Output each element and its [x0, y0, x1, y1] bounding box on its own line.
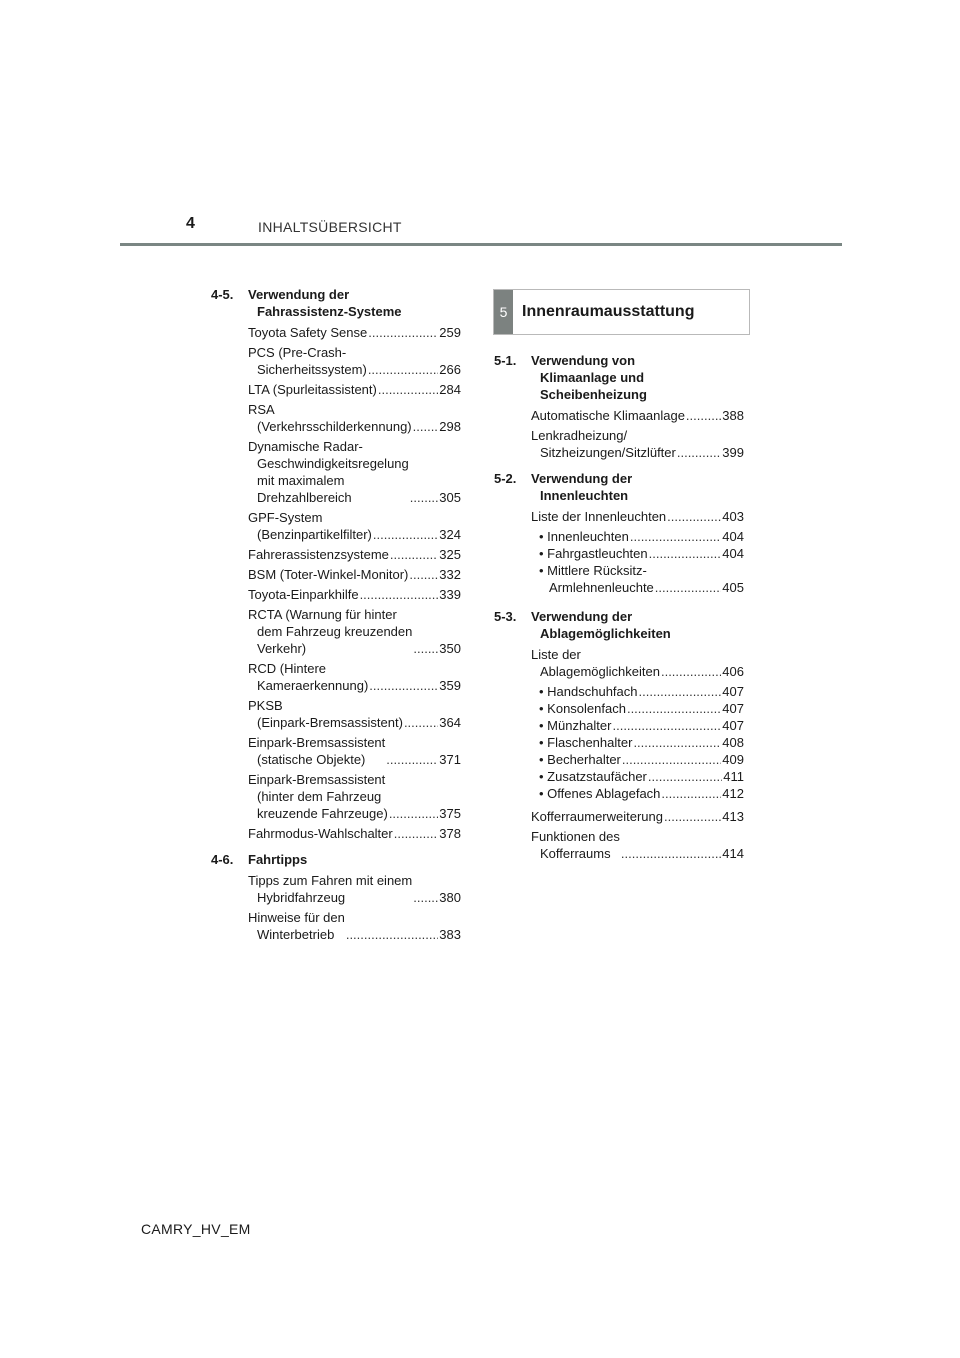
toc-leader-dots	[413, 889, 438, 906]
toc-leader-dots	[378, 381, 438, 398]
toc-page-number: 412	[722, 786, 744, 801]
toc-leader-dots	[677, 444, 721, 461]
toc-entry-label-line: Kameraerkennung)	[257, 678, 369, 693]
toc-entry-label-line: dem Fahrzeug kreuzenden	[257, 624, 413, 639]
toc-page-number: 409	[722, 752, 744, 767]
toc-entry-label-line: • Münzhalter	[539, 718, 612, 733]
toc-entry-label-line: Fahrmodus-Wahlschalter	[248, 826, 393, 841]
toc-entry-label-line: Drehzahlbereich	[257, 490, 352, 505]
chapter-number-tab: 5	[494, 290, 513, 334]
footer-code: CAMRY_HV_EM	[141, 1221, 251, 1237]
toc-sub-entry[interactable]	[531, 683, 744, 700]
toc-entry[interactable]	[248, 771, 461, 822]
toc-entry[interactable]	[248, 606, 461, 657]
toc-page-number: 380	[439, 890, 461, 905]
toc-entry-label-line: Armlehnenleuchte	[549, 580, 654, 595]
toc-page-number: 324	[439, 527, 461, 542]
toc-entry-label-line: Dynamische Radar-	[248, 439, 363, 454]
toc-page-number: 407	[722, 701, 744, 716]
toc-entry-label-line: GPF-System	[248, 510, 323, 525]
toc-entry[interactable]	[248, 509, 461, 543]
toc-section-title-line: Verwendung der	[248, 287, 350, 302]
toc-page-number: 411	[723, 769, 744, 784]
toc-page-number: 284	[439, 382, 461, 397]
toc-section-gap	[211, 946, 461, 952]
toc-entry-label-line: LTA (Spurleitassistent)	[248, 382, 377, 397]
toc-entry[interactable]	[248, 566, 461, 583]
toc-leader-dots	[413, 640, 438, 657]
toc-entry-label	[248, 546, 389, 563]
toc-sub-entry[interactable]	[531, 562, 744, 596]
toc-section-number: 5-2.	[494, 471, 517, 486]
toc-entry-label-line: Funktionen des	[531, 829, 620, 844]
toc-section-heading[interactable]	[211, 851, 461, 868]
toc-section-title-line: Klimaanlage und	[540, 370, 645, 385]
toc-page-number: 364	[439, 715, 461, 730]
toc-entry-label	[248, 909, 345, 943]
toc-leader-dots	[686, 407, 721, 424]
toc-entry[interactable]	[248, 825, 461, 842]
toc-page-number: 298	[439, 419, 461, 434]
toc-entry-label	[539, 683, 638, 700]
toc-leader-dots	[386, 751, 438, 768]
toc-section-title	[248, 851, 461, 868]
toc-page-number: 371	[439, 752, 461, 767]
toc-sub-entry[interactable]	[531, 528, 744, 545]
toc-entry-label-line: (Einpark-Bremsassistent)	[257, 715, 403, 730]
toc-entry-label	[539, 717, 611, 734]
toc-entry-label-line: Verkehr)	[257, 641, 307, 656]
toc-entry-label-line: BSM (Toter-Winkel-Monitor)	[248, 567, 409, 582]
toc-column-right	[494, 352, 744, 871]
toc-leader-dots	[390, 546, 438, 563]
toc-entry-label-line: (statische Objekte)	[257, 752, 366, 767]
toc-entry-label	[539, 562, 654, 596]
toc-entry-label-line: • Offenes Ablagefach	[539, 786, 661, 801]
toc-page-number: 375	[439, 806, 461, 821]
toc-entry-list	[494, 407, 744, 461]
toc-leader-dots	[360, 586, 439, 603]
toc-page-number: 408	[722, 735, 744, 750]
toc-entry-list	[211, 872, 461, 943]
toc-section-title-line: Fahrtipps	[248, 852, 308, 867]
toc-page-number: 388	[722, 408, 744, 423]
toc-entry-label-line: (Benzinpartikelfilter)	[257, 527, 372, 542]
toc-section-heading[interactable]	[494, 608, 744, 642]
toc-section-heading[interactable]	[494, 352, 744, 403]
toc-entry[interactable]	[531, 508, 744, 525]
toc-page-number: 405	[722, 580, 744, 595]
toc-entry-label	[539, 768, 647, 785]
toc-entry-label	[248, 509, 372, 543]
toc-entry-label	[248, 438, 409, 506]
toc-entry-label-line: Liste der Innenleuchten	[531, 509, 667, 524]
toc-page-number: 325	[439, 547, 461, 562]
toc-entry-label	[531, 646, 660, 680]
toc-entry-label	[539, 528, 629, 545]
toc-entry-list	[494, 646, 744, 862]
toc-section-title-line: Innenleuchten	[540, 488, 629, 503]
toc-page-number: 414	[722, 846, 744, 861]
toc-page-number: 407	[722, 718, 744, 733]
toc-entry-label-line: Einpark-Bremsassistent	[248, 772, 386, 787]
toc-leader-dots	[627, 700, 721, 717]
toc-entry-label-line: kreuzende Fahrzeuge)	[257, 806, 388, 821]
toc-entry-label	[248, 566, 408, 583]
toc-entry-label-line: Toyota-Einparkhilfe	[248, 587, 359, 602]
toc-sub-entry[interactable]	[531, 545, 744, 562]
toc-page-number: 359	[439, 678, 461, 693]
toc-entry-label	[248, 324, 367, 341]
header-title: INHALTSÜBERSICHT	[258, 219, 402, 235]
toc-entry-label-line: (hinter dem Fahrzeug	[257, 789, 382, 804]
chapter-heading[interactable]	[493, 289, 750, 335]
toc-section-title-line: Verwendung der	[531, 609, 633, 624]
toc-page-number: 407	[722, 684, 744, 699]
page-number: 4	[186, 215, 195, 232]
toc-entry-label-line: Toyota Safety Sense	[248, 325, 368, 340]
toc-entry-label	[531, 407, 685, 424]
toc-column-left	[211, 286, 461, 952]
toc-sub-entry[interactable]	[531, 734, 744, 751]
toc-entry[interactable]	[248, 586, 461, 603]
toc-entry-label	[248, 825, 393, 842]
toc-entry-label-line: Sitzheizungen/Sitzlüfter	[540, 445, 676, 460]
toc-entry-label-line: • Konsolenfach	[539, 701, 626, 716]
toc-entry-label-line: Hinweise für den	[248, 910, 345, 925]
toc-entry[interactable]	[248, 381, 461, 398]
toc-entry[interactable]	[248, 401, 461, 435]
toc-leader-dots	[622, 751, 721, 768]
toc-sub-entry[interactable]	[531, 717, 744, 734]
toc-page-number: 378	[439, 826, 461, 841]
toc-sub-entry[interactable]	[531, 785, 744, 802]
toc-entry-label-line: Automatische Klimaanlage	[531, 408, 685, 423]
toc-leader-dots	[368, 324, 438, 341]
toc-leader-dots	[409, 566, 438, 583]
toc-entry-label-line: • Mittlere Rücksitz-	[539, 563, 647, 578]
toc-section-title-line: Verwendung von	[531, 353, 636, 368]
toc-entry-label-line: PKSB	[248, 698, 283, 713]
toc-entry[interactable]	[248, 909, 461, 943]
toc-section-title-line: Fahrassistenz-Systeme	[257, 304, 402, 319]
toc-entry-label-line: RSA	[248, 402, 275, 417]
toc-entry-label-line: Ablagemöglichkeiten	[540, 664, 660, 679]
toc-entry-label	[248, 401, 412, 435]
toc-page-number: 332	[439, 567, 461, 582]
toc-entry[interactable]	[531, 407, 744, 424]
toc-leader-dots	[394, 825, 439, 842]
toc-leader-dots	[368, 361, 438, 378]
toc-entry-label-line: Lenkradheizung/	[531, 428, 628, 443]
toc-entry[interactable]	[248, 344, 461, 378]
toc-entry-label	[531, 427, 676, 461]
toc-page-number: 403	[722, 509, 744, 524]
toc-entry-label-line: • Handschuhfach	[539, 684, 638, 699]
toc-entry-label	[539, 785, 660, 802]
toc-entry-label-line: • Zusatzstaufächer	[539, 769, 647, 784]
toc-section-number: 4-6.	[211, 852, 234, 867]
toc-entry-label	[539, 700, 626, 717]
toc-entry[interactable]	[248, 697, 461, 731]
toc-section-title	[531, 352, 744, 403]
toc-entry-label	[531, 828, 620, 862]
header-rule	[120, 243, 842, 246]
toc-section-number: 5-1.	[494, 353, 517, 368]
toc-entry-label	[531, 508, 666, 525]
toc-entry-label-line: • Flaschenhalter	[539, 735, 633, 750]
toc-entry-label-line: • Innenleuchten	[539, 529, 629, 544]
toc-entry-list	[494, 508, 744, 602]
toc-leader-dots	[661, 785, 721, 802]
toc-leader-dots	[639, 683, 722, 700]
toc-section-number: 5-3.	[494, 609, 517, 624]
toc-entry-label	[248, 381, 377, 398]
toc-page-number: 399	[722, 445, 744, 460]
toc-page-number: 259	[439, 325, 461, 340]
toc-entry-label	[248, 734, 385, 768]
toc-entry-label	[248, 771, 388, 822]
toc-entry-label	[248, 660, 368, 694]
toc-leader-dots	[664, 808, 721, 825]
toc-entry[interactable]	[531, 646, 744, 680]
toc-entry[interactable]	[248, 546, 461, 563]
toc-page-number: 404	[722, 529, 744, 544]
toc-leader-dots	[630, 528, 721, 545]
toc-section-title	[248, 286, 461, 320]
toc-leader-dots	[661, 663, 721, 680]
toc-entry-label-line: Sicherheitssystem)	[257, 362, 367, 377]
toc-entry-label-line: Winterbetrieb	[257, 927, 335, 942]
toc-section-title-line: Ablagemöglichkeiten	[540, 626, 671, 641]
toc-section-heading[interactable]	[211, 286, 461, 320]
toc-entry-list	[211, 324, 461, 842]
toc-section-title-line: Verwendung der	[531, 471, 633, 486]
toc-leader-dots	[389, 805, 438, 822]
toc-leader-dots	[369, 677, 438, 694]
toc-entry[interactable]	[248, 872, 461, 906]
toc-entry[interactable]	[248, 438, 461, 506]
toc-entry-label-line: Hybridfahrzeug	[257, 890, 346, 905]
toc-leader-dots	[404, 714, 438, 731]
toc-section-title-line: Scheibenheizung	[540, 387, 647, 402]
toc-entry-label-line: Geschwindigkeitsregelung	[257, 456, 409, 471]
toc-entry-label-line: RCTA (Warnung für hinter	[248, 607, 397, 622]
toc-entry-label	[248, 697, 403, 731]
toc-entry-label-line: • Becherhalter	[539, 752, 621, 767]
toc-entry-label-line: Einpark-Bremsassistent	[248, 735, 386, 750]
toc-entry-label	[248, 872, 412, 906]
toc-entry-label	[248, 606, 412, 657]
toc-leader-dots	[648, 768, 722, 785]
toc-entry-label-line: Tipps zum Fahren mit einem	[248, 873, 413, 888]
toc-leader-dots	[373, 526, 438, 543]
toc-entry-label	[539, 751, 621, 768]
toc-leader-dots	[612, 717, 721, 734]
toc-page-number: 350	[439, 641, 461, 656]
toc-leader-dots	[413, 418, 439, 435]
toc-page-number: 383	[439, 927, 461, 942]
toc-entry-label	[539, 734, 632, 751]
toc-section-gap	[494, 865, 744, 871]
toc-page-number: 266	[439, 362, 461, 377]
toc-section-number: 4-5.	[211, 287, 234, 302]
toc-entry-label-line: mit maximalem	[257, 473, 345, 488]
toc-entry-label	[539, 545, 648, 562]
toc-section-title	[531, 470, 744, 504]
toc-leader-dots	[346, 926, 438, 943]
toc-entry-label-line: (Verkehrsschilderkennung)	[257, 419, 412, 434]
toc-leader-dots	[410, 489, 439, 506]
toc-leader-dots	[621, 845, 721, 862]
toc-leader-dots	[655, 579, 722, 596]
toc-entry[interactable]	[248, 660, 461, 694]
toc-entry-label	[248, 344, 367, 378]
toc-page-number: 305	[439, 490, 461, 505]
toc-page-number: 413	[722, 809, 744, 824]
toc-leader-dots	[633, 734, 721, 751]
toc-section-heading[interactable]	[494, 470, 744, 504]
toc-entry[interactable]	[248, 734, 461, 768]
toc-entry-label	[248, 586, 359, 603]
toc-sub-entry[interactable]	[531, 700, 744, 717]
toc-entry-label-line: Liste der	[531, 647, 581, 662]
toc-sub-entry[interactable]	[531, 768, 744, 785]
toc-page-number: 339	[439, 587, 461, 602]
toc-entry-label	[531, 808, 663, 825]
toc-leader-dots	[667, 508, 721, 525]
toc-entry[interactable]	[248, 324, 461, 341]
chapter-title: Innenraumausstattung	[522, 303, 695, 320]
toc-leader-dots	[649, 545, 722, 562]
toc-entry-label-line: Fahrerassistenzsysteme	[248, 547, 389, 562]
toc-entry-label-line: • Fahrgastleuchten	[539, 546, 648, 561]
toc-page-number: 406	[722, 664, 744, 679]
toc-entry-label-line: RCD (Hintere	[248, 661, 327, 676]
toc-section-title	[531, 608, 744, 642]
toc-entry[interactable]	[531, 427, 744, 461]
toc-entry-label-line: Kofferraums	[540, 846, 611, 861]
toc-entry[interactable]	[531, 808, 744, 825]
toc-entry[interactable]	[531, 828, 744, 862]
toc-page-number: 404	[722, 546, 744, 561]
toc-sub-entry[interactable]	[531, 751, 744, 768]
toc-entry-label-line: PCS (Pre-Crash-	[248, 345, 347, 360]
toc-entry-label-line: Kofferraumerweiterung	[531, 809, 663, 824]
